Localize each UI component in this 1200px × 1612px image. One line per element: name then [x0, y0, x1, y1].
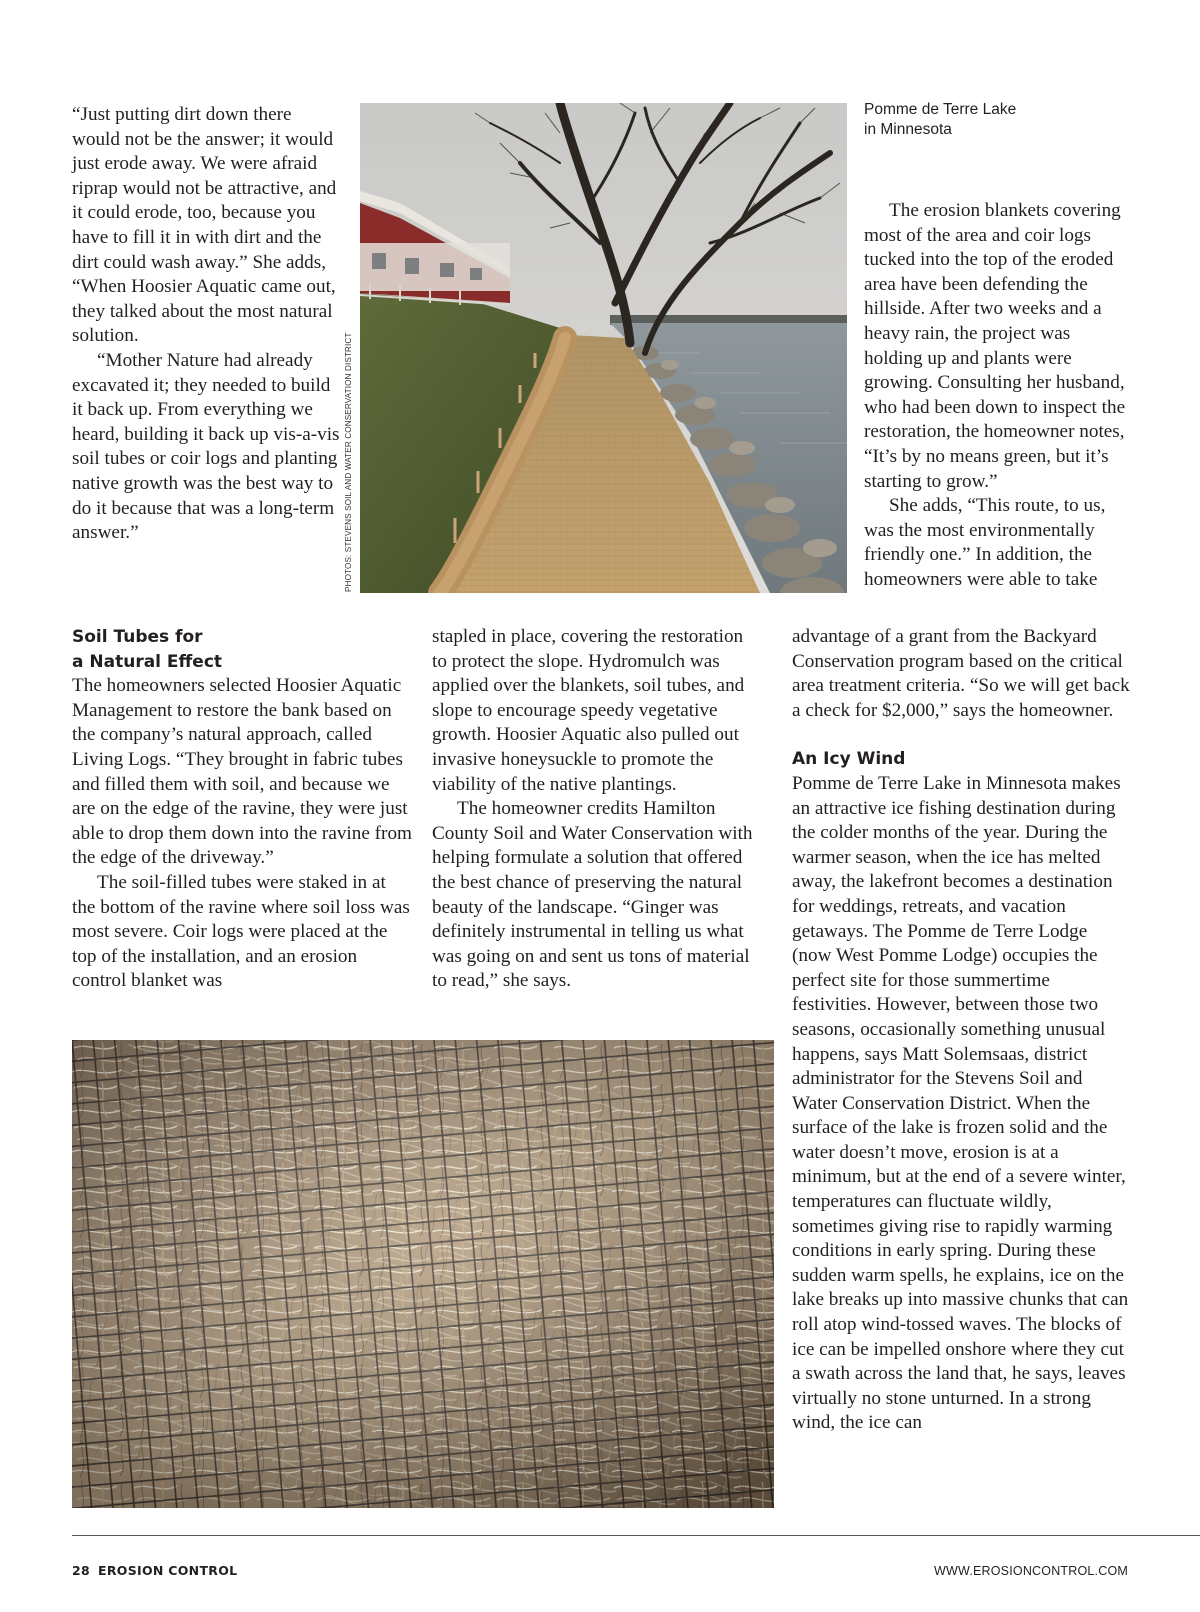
paragraph: The soil-filled tubes were staked in at the bottom of the ravine where soil loss was most severe. Coir logs were placed at the top of the installation, and an erosion control blanket was — [72, 871, 410, 992]
paragraph: The homeowner credits Hamilton County Soil and Water Conservation with helping formulate a solution that offered the best chance of preserving the natural beauty of the landscape. “Ginger was definitely instrumental in telling us what was going on and sent us tons of material to read,” she says. — [432, 798, 753, 992]
heading-line: Soil Tubes for — [72, 627, 203, 647]
coir-netting-illustration — [72, 1040, 774, 1508]
paragraph: The erosion blankets covering most of the area and coir logs tucked into the top of the eroded area have been defending the hillside. After two weeks and a heavy rain, the project was holding up and plants were growing. Consulting her husband, who had been down to inspect the restoration, the homeowner notes, “It’s by no means green, but it’s starting to grow.” — [864, 200, 1126, 492]
lake-shore-illustration — [360, 103, 847, 593]
paragraph: advantage of a grant from the Backyard Conservation program based on the critical area treatment criteria. “So we will get back a check for $2,000,” says the homeowner. — [792, 626, 1130, 721]
paragraph: stapled in place, covering the restoration to protect the slope. Hydromulch was applied over the blankets, soil tubes, and slope to encourage speedy vegetative growth. Hoosier Aquatic also pulled out invasive honeysuckle to promote the viability of the native plantings. — [432, 626, 745, 795]
footer-website: WWW.EROSIONCONTROL.COM — [934, 1564, 1128, 1578]
footer-divider — [72, 1535, 1200, 1536]
paragraph: The homeowners selected Hoosier Aquatic Management to restore the bank based on the company’s natural approach, called Living Logs. “They brought in fabric tubes and filled them with soil, and because we are on the edge of the ravine, they were just able to drop them down into the ravine from the edge of the driveway.” — [72, 675, 412, 869]
photo-credit: PHOTOS: STEVENS SOIL AND WATER CONSERVATION DISTRICT — [344, 332, 353, 592]
coir-netting-photo — [72, 1040, 774, 1508]
paragraph: Pomme de Terre Lake in Minnesota makes an attractive ice fishing destination during the colder months of the year. During the warmer season, when the ice has melted away, the lakefront becomes a destination for weddings, retreats, and vacation getaways. The Pomme de Terre Lodge (now West Pomme Lodge) occupies the perfect site for those summertime festivities. However, between those two seasons, occasionally something unusual happens, says Matt Solemsaas, district administrator for the Stevens Soil and Water Conservation District. When the surface of the lake is frozen solid and the water doesn’t move, erosion is at a minimum, but at the end of a severe winter, temperatures can fluctuate wildly, sometimes giving rise to rapidly warming conditions in early spring. During these sudden warm spells, he explains, ice on the lake breaks up into massive chunks that can roll atop wind-tossed waves. The blocks of ice can be impelled onshore where they cut a swath across the land that, he says, leaves virtually no stone unturned. In a strong wind, the ice can — [792, 772, 1129, 1434]
page-number: 28 — [72, 1563, 90, 1578]
heading-line: a Natural Effect — [72, 651, 223, 672]
caption-line: Pomme de Terre Lake — [864, 101, 1017, 118]
column-right-top — [864, 199, 1128, 593]
caption-line: in Minnesota — [864, 121, 952, 138]
section-heading: An Icy Wind — [792, 749, 906, 770]
lake-shore-photo — [360, 103, 847, 593]
column-middle — [432, 625, 760, 994]
paragraph: “Just putting dirt down there would not be the answer; it would just erode away. We were afraid riprap would not be attractive, and it could erode, too, because you have to fill it in with dirt and the dirt could wash away.” She adds, “When Hoosier Aquatic came out, they talked about the most natural solution. — [72, 104, 337, 347]
paragraph: “Mother Nature had already excavated it; they needed to build it back up. From everything we heard, building it back up vis-a-vis soil tubes or coir logs and planting native growth was the best way to do it because that was a long-term answer.” — [72, 349, 340, 544]
column-left-top — [72, 103, 340, 546]
section-heading — [72, 625, 412, 674]
column-left-bottom — [72, 625, 412, 994]
magazine-name: EROSION CONTROL — [98, 1563, 238, 1578]
footer-folio — [72, 1563, 237, 1578]
paragraph: She adds, “This route, to us, was the most environmentally friendly one.” In addition, the homeowners were able to take — [864, 495, 1106, 590]
column-right-bottom — [792, 625, 1130, 1436]
photo-caption — [864, 100, 1016, 140]
